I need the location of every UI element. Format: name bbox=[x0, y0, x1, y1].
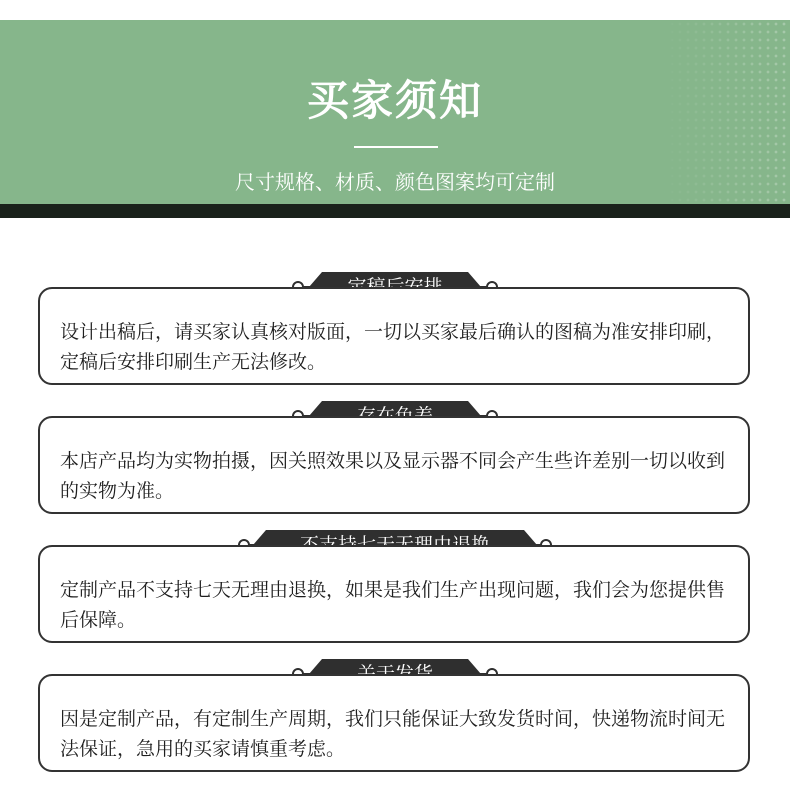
title-divider bbox=[354, 146, 438, 148]
notice-card-color-difference bbox=[38, 416, 750, 514]
notice-body: 设计出稿后，请买家认真核对版面，一切以买家最后确认的图稿为准安排印刷，定稿后安排印刷生产无法修改。 bbox=[60, 321, 726, 373]
notice-card-no-returns bbox=[38, 545, 750, 643]
notice-body: 因是定制产品，有定制生产周期，我们只能保证大致发货时间，快递物流时间无法保证，急用的买家请慎重考虑。 bbox=[60, 708, 726, 760]
page-subtitle: 尺寸规格、材质、颜色图案均可定制 bbox=[235, 170, 555, 194]
page-title: 买家须知 bbox=[306, 76, 483, 125]
header-bottom-bar bbox=[0, 204, 790, 218]
notice-body: 定制产品不支持七天无理由退换，如果是我们生产出现问题，我们会为您提供售后保障。 bbox=[60, 579, 726, 631]
notice-card-shipping bbox=[38, 674, 750, 772]
header-banner bbox=[0, 20, 790, 204]
notice-card-arrangement bbox=[38, 287, 750, 385]
notice-body: 本店产品均为实物拍摄，因关照效果以及显示器不同会产生些许差别一切以收到的实物为准。 bbox=[60, 450, 726, 502]
